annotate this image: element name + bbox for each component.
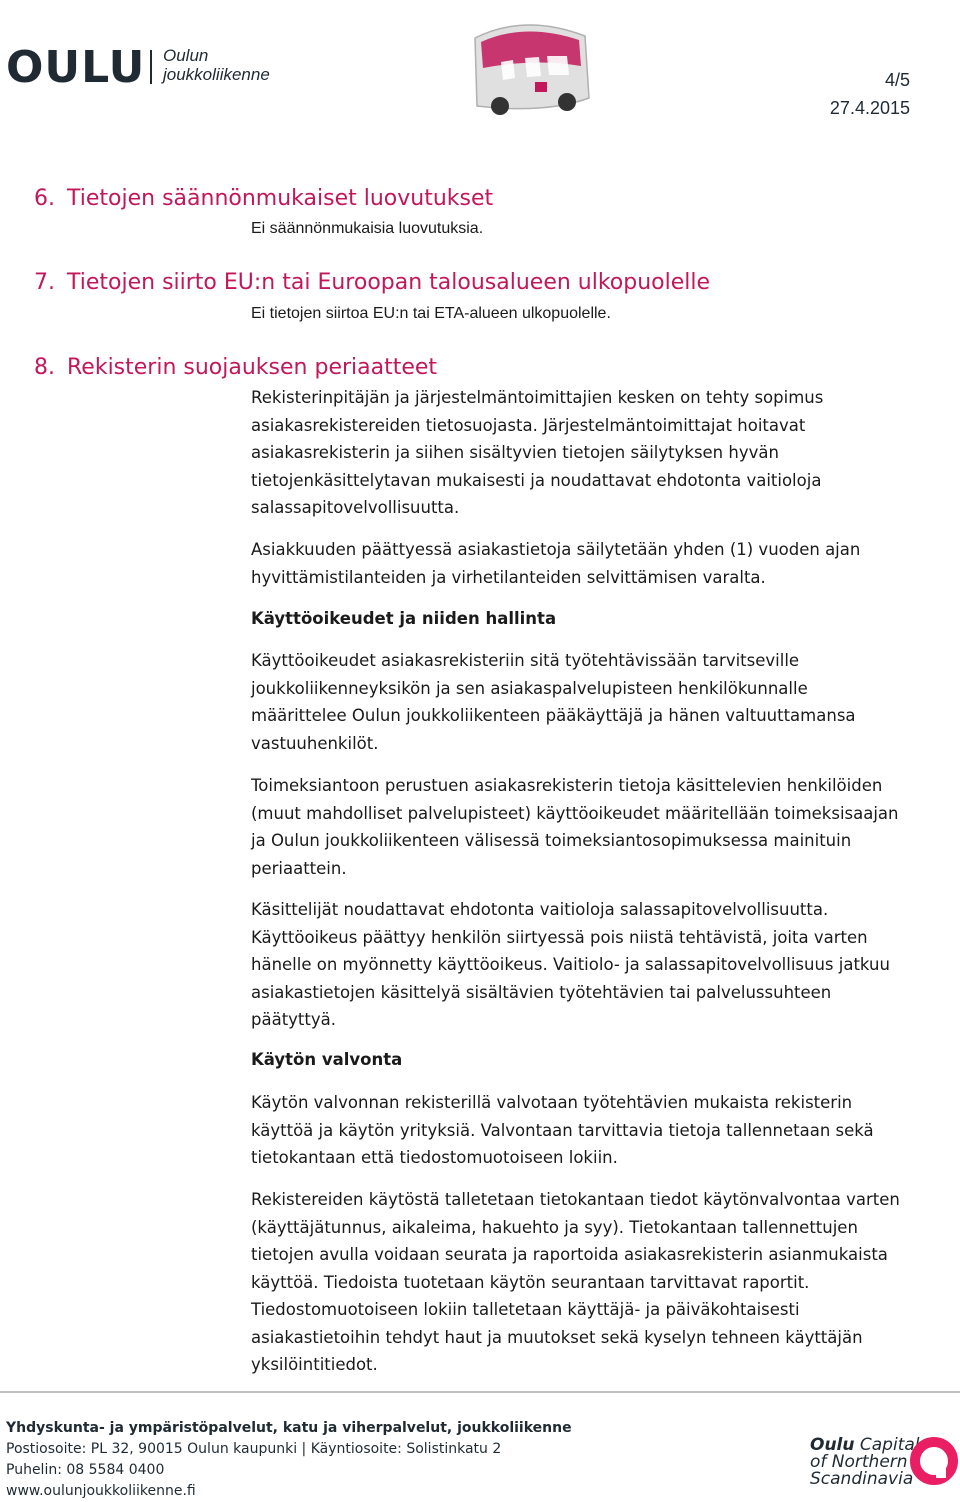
text-line: vastuuhenkilöt. (251, 733, 379, 753)
section-6-text: Ei säännönmukaisia luovutuksia. (251, 220, 484, 237)
text-line: periaattein. (251, 858, 347, 878)
paragraph-commission (251, 772, 931, 882)
footer-divider (0, 1391, 960, 1393)
paragraph-access-rights (251, 647, 931, 757)
footer-website-link[interactable]: www.oulunjoukkoliikenne.fi (6, 1483, 196, 1499)
paragraph-monitoring (251, 1089, 931, 1172)
paragraph-logging (251, 1186, 931, 1379)
text-line: hyvittämistilanteiden ja virhetilanteiden selvittämisen varalta. (251, 567, 766, 587)
section-number: 7. (34, 270, 55, 295)
page-meta (830, 66, 910, 122)
text-line: asiakastietojen käsittelyä sisältävien työtehtävien tai palvelussuhteen (251, 982, 832, 1002)
text-line: Käyttöoikeus päättyy henkilön siirtyessä pois niistä tehtävistä, joita varten (251, 927, 868, 947)
logo-subtitle-line1: Oulun (163, 46, 209, 65)
text-line: (käyttäjätunnus, aikaleima, hakuehto ja syy). Tietokantaan tallennettujen (251, 1217, 858, 1237)
section-title: Tietojen säännönmukaiset luovutukset (67, 186, 494, 211)
subheading-usage-monitoring: Käytön valvonta (251, 1050, 403, 1069)
text-line: hänelle on myönnetty käyttöoikeus. Vaitiolo- ja salassapitovelvollisuus jatkuu (251, 955, 890, 974)
section-6-heading (34, 186, 493, 211)
footer-department: Yhdyskunta- ja ympäristöpalvelut, katu ja viherpalvelut, joukkoliikenne (6, 1420, 572, 1436)
page-header (0, 0, 960, 140)
text-line: asiakasrekistereiden tietosuojasta. Järjestelmäntoimittajat hoitavat (251, 415, 806, 435)
section-number: 6. (34, 186, 55, 211)
text-line: tietojen avulla voidaan seurata ja raportoida asiakasrekisterin asianmukaista (251, 1245, 888, 1264)
page-number: 4/5 (884, 70, 910, 90)
text-line: Asiakkuuden päättyessä asiakastietoja säilytetään yhden (1) vuoden ajan (251, 540, 861, 559)
text-line: Käytön valvonnan rekisterillä valvotaan työtehtävien mukaista rekisterin (251, 1093, 853, 1112)
section-7-text: Ei tietojen siirtoa EU:n tai ETA-alueen ulkopuolelle. (251, 305, 611, 322)
section-title: Rekisterin suojauksen periaatteet (67, 355, 438, 380)
text-line: Rekisterinpitäjän ja järjestelmäntoimittajien kesken on tehty sopimus (251, 388, 824, 407)
text-line: ja Oulun joukkoliikenteen välisessä toimeksiantosopimuksessa mainituin (251, 831, 852, 850)
text-line: Käsittelijät noudattavat ehdotonta vaitioloja salassapitovelvollisuutta. (251, 900, 829, 919)
paragraph-confidentiality (251, 896, 931, 1034)
capital-line2: of Northern (810, 1452, 908, 1472)
paragraph-retention (251, 536, 931, 591)
section-number: 8. (34, 355, 55, 380)
capital-oulu: Oulu (810, 1435, 855, 1455)
text-line: Rekistereiden käytöstä talletetaan tietokantaan tiedot käytönvalvontaa varten (251, 1190, 900, 1209)
section-7-heading (34, 270, 710, 295)
logo-subtitle-line2: joukkoliikenne (163, 65, 270, 84)
bus-illustration-icon (455, 18, 605, 128)
text-line: salassapitovelvollisuutta. (251, 498, 460, 517)
text-line: tietokantaan että tiedostomuotoiseen lokiin. (251, 1148, 618, 1167)
text-line: (muut mahdolliset palvelupisteet) käyttöoikeudet määritellään toimeksisaajan (251, 803, 899, 823)
text-line: Tiedostomuotoiseen lokiin talletetaan käyttäjä- ja päiväkohtaisesti (251, 1300, 800, 1319)
section-title: Tietojen siirto EU:n tai Euroopan talousalueen ulkopuolelle (67, 270, 711, 295)
capital-line3: Scandinavia (810, 1469, 914, 1489)
text-line: käyttöä. Tiedoista tuotetaan käytön seurantaan tarvittavat raportit. (251, 1272, 810, 1292)
text-line: tietojenkäsittelytavan mukaisesti ja noudattavat ehdotonta vaitioloja (251, 470, 822, 490)
capital-ring-logo-icon (910, 1436, 958, 1486)
subheading-access-rights: Käyttöoikeudet ja niiden hallinta (251, 609, 557, 628)
text-line: asiakasrekisterin ja siihen sisältyvien tietojen säilytyksen hyvän (251, 443, 779, 462)
text-line: asiakastietoihin tehdyt haut ja muutokset sekä kyselyn tehneen käyttäjän (251, 1327, 863, 1347)
logo-subtitle (163, 46, 270, 84)
logo-divider (150, 50, 152, 84)
paragraph-agreement (251, 384, 931, 522)
text-line: käyttöä ja käytön yrityksiä. Valvontaan tarvittavia tietoja tallennetaan sekä (251, 1120, 874, 1140)
capital-text: Capital (854, 1435, 920, 1455)
text-line: määrittelee Oulun joukkoliikenteen pääkäyttäjä ja hänen valtuuttamansa (251, 706, 856, 725)
text-line: yksilöintitiedot. (251, 1355, 378, 1374)
oulu-logo-text: OULU (6, 42, 146, 93)
capital-of-northern-scandinavia-logo (810, 1437, 920, 1488)
footer-address: Postiosoite: PL 32, 90015 Oulun kaupunki | Käyntiosoite: Solistinkatu 2 (6, 1441, 502, 1457)
text-line: Toimeksiantoon perustuen asiakasrekisterin tietoja käsittelevien henkilöiden (251, 776, 883, 795)
section-8-heading (34, 355, 437, 380)
text-line: Käyttöoikeudet asiakasrekisteriin sitä työtehtävissään tarvitseville (251, 651, 800, 670)
document-date: 27.4.2015 (829, 98, 910, 118)
page-footer (6, 1418, 572, 1502)
text-line: joukkoliikenneyksikön ja sen asiakaspalvelupisteen henkilökunnalle (251, 678, 808, 698)
footer-phone: Puhelin: 08 5584 0400 (6, 1462, 165, 1478)
text-line: päätyttyä. (251, 1010, 336, 1029)
